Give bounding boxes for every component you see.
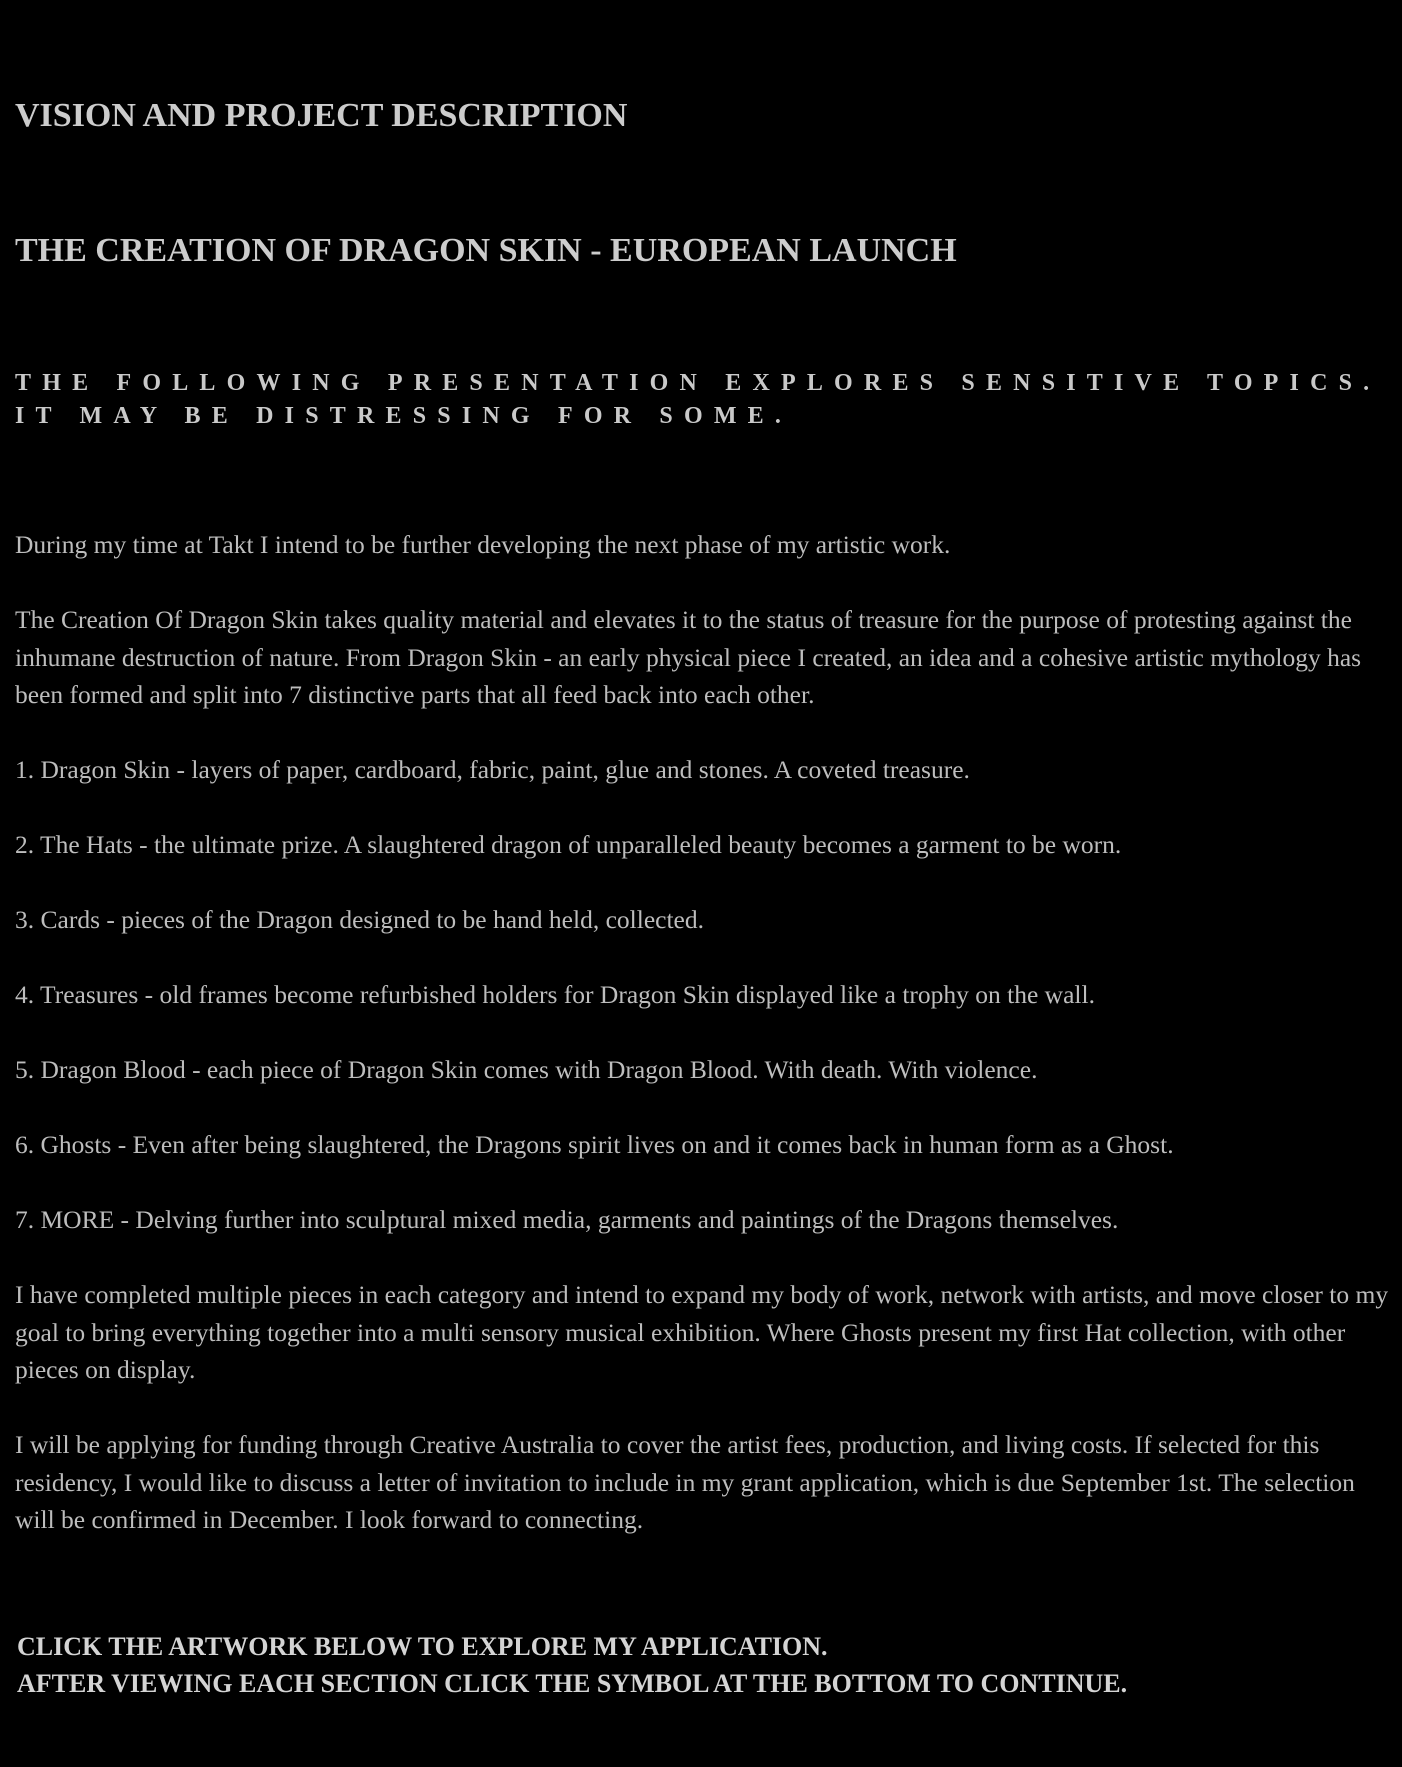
list-item: 4. Treasures - old frames become refurbished holders for Dragon Skin displayed like a trophy on the wall. [15, 980, 1095, 1009]
list-item: 6. Ghosts - Even after being slaughtered, the Dragons spirit lives on and it comes back in human form as a Ghost. [15, 1130, 1174, 1159]
warning-line-1: THE FOLLOWING PRESENTATION EXPLORES SENSITIVE TOPICS. [15, 370, 1381, 396]
cta-line-2: AFTER VIEWING EACH SECTION CLICK THE SYMBOL AT THE BOTTOM TO CONTINUE. [17, 1669, 1128, 1698]
project-description [15, 526, 1390, 1576]
list-item: 5. Dragon Blood - each piece of Dragon Skin comes with Dragon Blood. With death. With violence. [15, 1055, 1038, 1084]
content-warning [15, 367, 1380, 433]
call-to-action [17, 1628, 1127, 1702]
goal-paragraph: I have completed multiple pieces in each category and intend to expand my body of work, network with artists, and move closer to my goal to bring everything together into a multi sensory musical exhibition. Where Ghosts present my first Hat collection, with other pieces on display. [15, 1280, 1389, 1384]
warning-line-2: IT MAY BE DISTRESSING FOR SOME. [15, 403, 793, 429]
list-item: 3. Cards - pieces of the Dragon designed to be hand held, collected. [15, 905, 704, 934]
cta-line-1: CLICK THE ARTWORK BELOW TO EXPLORE MY APPLICATION. [17, 1632, 828, 1661]
list-item: 2. The Hats - the ultimate prize. A slaughtered dragon of unparalleled beauty becomes a garment to be worn. [15, 830, 1122, 859]
list-item: 1. Dragon Skin - layers of paper, cardboard, fabric, paint, glue and stones. A coveted treasure. [15, 755, 970, 784]
concept-paragraph: The Creation Of Dragon Skin takes quality material and elevates it to the status of treasure for the purpose of protesting against the inhumane destruction of nature. From Dragon Skin - an early physical piece I created, an idea and a cohesive artistic mythology has been formed and split into 7 distinctive parts that all feed back into each other. [15, 605, 1362, 709]
intro-paragraph: During my time at Takt I intend to be further developing the next phase of my artistic work. [15, 530, 951, 559]
funding-paragraph: I will be applying for funding through Creative Australia to cover the artist fees, production, and living costs. If selected for this residency, I would like to discuss a letter of invitation to include in my grant application, which is due September 1st. The selection will be confirmed in December. I look forward to connecting. [15, 1430, 1355, 1534]
list-item: 7. MORE - Delving further into sculptural mixed media, garments and paintings of the Dragons themselves. [15, 1205, 1119, 1234]
project-title: THE CREATION OF DRAGON SKIN - EUROPEAN LAUNCH [15, 232, 957, 269]
page-title: VISION AND PROJECT DESCRIPTION [15, 97, 628, 134]
